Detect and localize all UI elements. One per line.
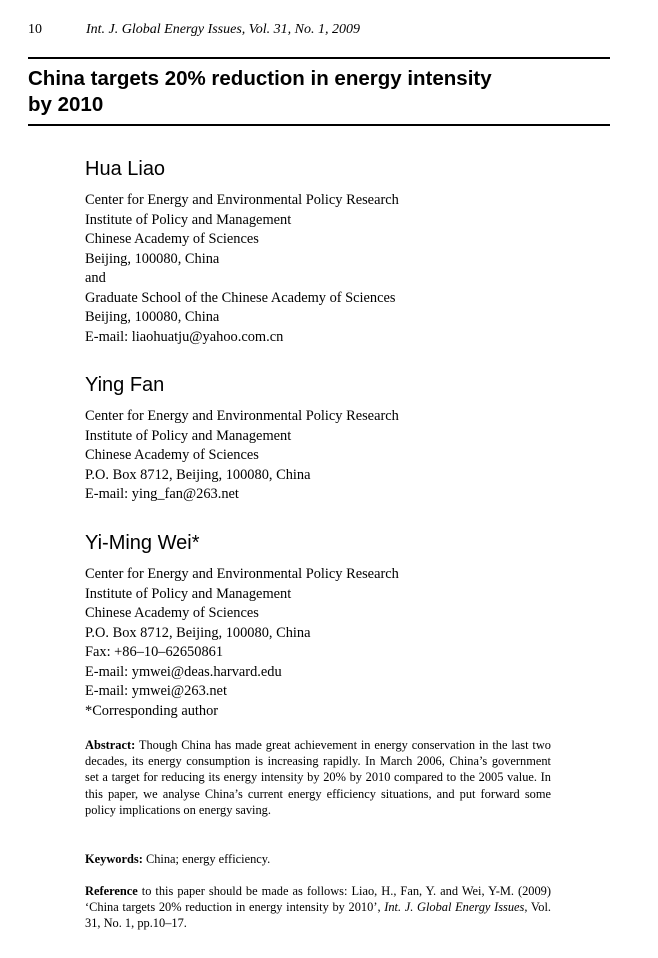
author-block-2 <box>85 373 585 505</box>
affiliation-line: Chinese Academy of Sciences <box>85 447 259 463</box>
abstract-text: Though China has made great achievement in energy conservation in the last two decades, its energy consumption is increasing rapidly. In March 2006, China’s government set a target for reducing its energy intensity by 20% by 2010 compared to the 2005 value. In this paper, we analyse China’s current energy efficiency situations, and put forward some policy implications on energy saving. <box>85 738 551 817</box>
reference-text: to this paper should be made as follows: Liao, H., Fan, Y. and Wei, Y-M. (2009) ‘China targets 20% reduction in energy intensity by 2010’, <box>85 884 551 915</box>
reference-journal: Int. J. Global Energy Issues <box>384 900 525 915</box>
email-line: E-mail: liaohuatju@yahoo.com.cn <box>85 328 284 345</box>
corresponding-author-note: *Corresponding author <box>85 702 219 719</box>
affiliation-line: Chinese Academy of Sciences <box>85 605 259 621</box>
affiliation-line: Center for Energy and Environmental Policy Research <box>85 566 399 582</box>
title-line-1: China targets 20% reduction in energy intensity <box>28 67 492 90</box>
affiliation-line: Beijing, 100080, China <box>85 309 220 325</box>
affiliation-line: and <box>85 270 106 286</box>
email-line: E-mail: ymwei@deas.harvard.edu <box>85 663 282 680</box>
journal-citation: Int. J. Global Energy Issues, Vol. 31, No. 1, 2009 <box>86 22 361 37</box>
author-block-1 <box>85 157 585 347</box>
title-rule-bottom <box>28 124 610 126</box>
title-rule-top <box>28 57 610 59</box>
page-number: 10 <box>28 22 42 37</box>
affiliation-line: Institute of Policy and Management <box>85 585 292 602</box>
affiliation-line: Beijing, 100080, China <box>85 250 220 267</box>
affiliation-line: Center for Energy and Environmental Policy Research <box>85 408 399 424</box>
author-name: Ying Fan <box>85 374 165 396</box>
affiliation-line: P.O. Box 8712, Beijing, 100080, China <box>85 466 311 483</box>
affiliation-line: P.O. Box 8712, Beijing, 100080, China <box>85 624 311 641</box>
affiliation-line: Chinese Academy of Sciences <box>85 231 259 247</box>
paper-title <box>28 66 610 118</box>
reference <box>85 883 551 932</box>
affiliation-line: Institute of Policy and Management <box>85 427 292 444</box>
author-name: Yi-Ming Wei* <box>85 532 200 554</box>
fax-line: Fax: +86–10–62650861 <box>85 644 224 660</box>
email-line: E-mail: ying_fan@263.net <box>85 486 239 502</box>
reference-tail: , Vol. 31, No. 1, pp.10–17. <box>85 900 551 931</box>
keywords <box>85 851 551 867</box>
running-header <box>28 22 618 42</box>
affiliation-line: Graduate School of the Chinese Academy of Sciences <box>85 289 396 306</box>
author-name: Hua Liao <box>85 158 166 180</box>
email-line: E-mail: ymwei@263.net <box>85 683 227 699</box>
abstract-label: Abstract: <box>85 738 136 752</box>
abstract <box>85 737 551 818</box>
keywords-label: Keywords: <box>85 852 143 866</box>
affiliation-line: Institute of Policy and Management <box>85 211 292 228</box>
keywords-text: China; energy efficiency. <box>145 852 271 866</box>
author-block-3 <box>85 531 585 721</box>
reference-label: Reference <box>85 884 138 898</box>
affiliation-line: Center for Energy and Environmental Policy Research <box>85 192 399 208</box>
title-line-2: by 2010 <box>28 93 104 116</box>
